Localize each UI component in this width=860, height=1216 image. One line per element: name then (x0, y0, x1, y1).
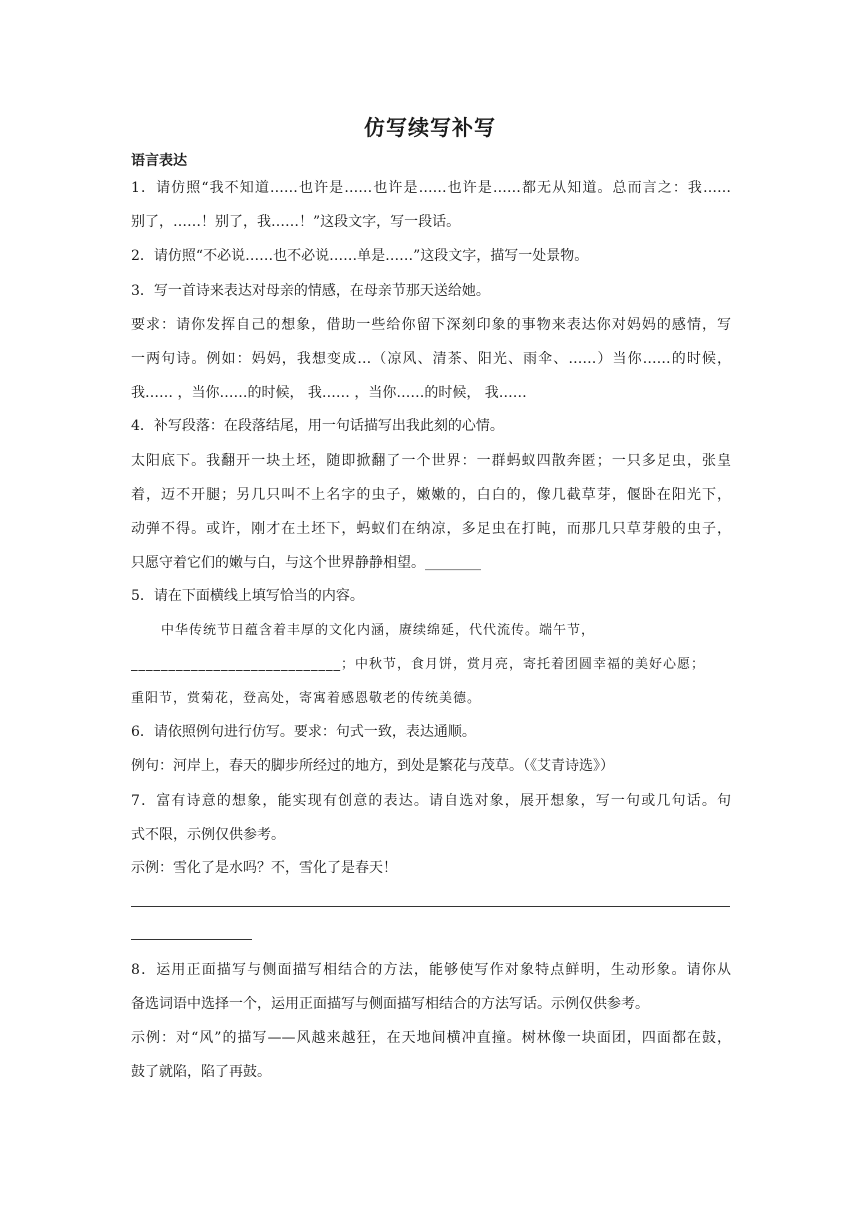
question-3-requirement-3: 我…… ，当你……的时候， 我…… ，当你……的时候， 我…… (131, 385, 527, 401)
question-3: 3．写一首诗来表达对母亲的情感，在母亲节那天送给她。 (131, 283, 490, 299)
question-7-line-1: 7．富有诗意的想象，能实现有创意的表达。请自选对象，展开想象，写一句或几句话。句 (131, 793, 731, 809)
question-5: 5．请在下面横线上填写恰当的内容。 (131, 588, 364, 604)
question-8-example-1: 示例：对“风”的描写——风越来越狂，在天地间横冲直撞。树林像一块面团，四面都在鼓， (131, 1030, 731, 1046)
passage-line-2: 着，迈不开腿；另几只叫不上名字的虫子，嫩嫩的，白白的，像几截草芽，偃卧在阳光下， (131, 487, 731, 503)
question-2: 2．请仿照“不必说……也不必说……单是……”这段文字，描写一处景物。 (131, 248, 589, 264)
answer-line-short (131, 939, 252, 940)
question-6: 6．请依照例句进行仿写。要求：句式一致，表达通顺。 (131, 724, 476, 740)
passage-line-3: 动弹不得。或许，刚才在土坯下，蚂蚁们在纳凉，多足虫在打盹，而那几只草芽般的虫子， (131, 521, 731, 537)
question-3-requirement-2: 一两句诗。例如：妈妈，我想变成…（凉风、清茶、阳光、雨伞、……）当你……的时候， (131, 351, 731, 367)
passage-line-1: 太阳底下。我翻开一块土坯，随即掀翻了一个世界：一群蚂蚁四散奔匿；一只多足虫，张皇 (131, 453, 731, 469)
question-5-text-2: ____________________________；中秋节，食月饼，赏月亮，寄托着团圆幸福的美好心愿； (131, 657, 706, 672)
question-8-example-2: 鼓了就陷，陷了再鼓。 (131, 1064, 271, 1080)
passage-line-4: 只愿守着它们的嫩与白，与这个世界静静相望。________ (131, 555, 481, 571)
question-1-line-2: 别了，……！别了，我……！”这段文字，写一段话。 (131, 214, 461, 230)
answer-line-long (131, 906, 730, 907)
question-7-example: 示例：雪化了是水吗？不，雪化了是春天！ (131, 860, 397, 876)
section-heading: 语言表达 (131, 153, 187, 169)
question-8-line-2: 备选词语中选择一个，运用正面描写与侧面描写相结合的方法写话。示例仅供参考。 (131, 996, 649, 1012)
question-7-line-2: 式不限，示例仅供参考。 (131, 827, 285, 843)
question-6-example: 例句：河岸上，春天的脚步所经过的地方，到处是繁花与茂草。（《艾青诗选》） (131, 758, 614, 774)
page-title: 仿写续写补写 (364, 116, 496, 140)
question-5-text-1: 中华传统节日蕴含着丰厚的文化内涵，赓续绵延，代代流传。端午节， (161, 623, 596, 638)
question-3-requirement-1: 要求：请你发挥自己的想象，借助一些给你留下深刻印象的事物来表达你对妈妈的感情，写 (131, 317, 731, 333)
question-4: 4．补写段落：在段落结尾，用一句话描写出我此刻的心情。 (131, 418, 504, 434)
question-1-line-1: 1．请仿照“我不知道……也许是……也许是……也许是……都无从知道。总而言之：我…… (131, 180, 731, 196)
question-5-text-3: 重阳节，赏菊花，登高处，寄寓着感恩敬老的传统美德。 (131, 691, 482, 706)
question-8-line-1: 8．运用正面描写与侧面描写相结合的方法，能够使写作对象特点鲜明，生动形象。请你从 (131, 962, 731, 978)
